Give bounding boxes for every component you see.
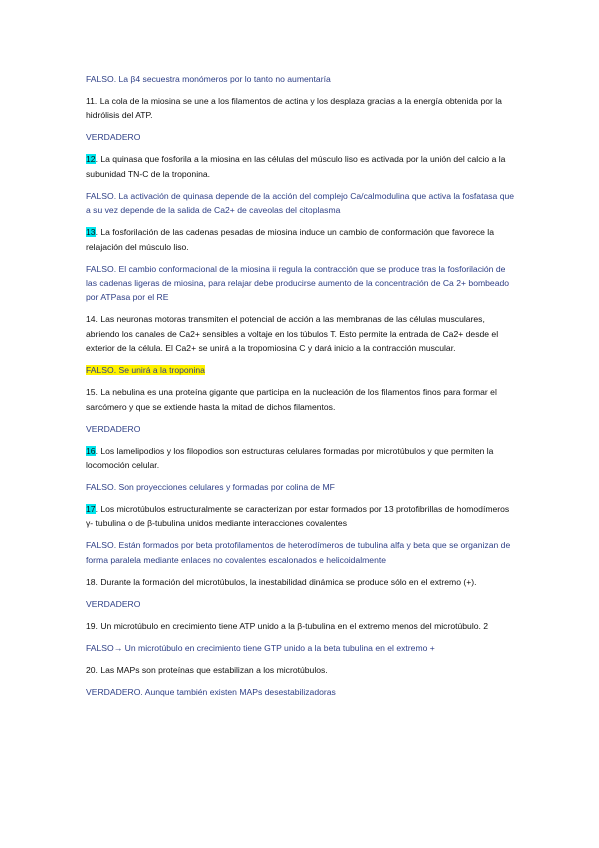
question-text: . Los lamelipodios y los filopodios son estructuras celulares formadas por microtúbulos y que permiten la locomoción celular. [86, 445, 494, 471]
question-18: 18. Durante la formación del microtúbulos, la inestabilidad dinámica se produce sólo en el extremo (+). [86, 576, 477, 587]
answer-text: FALSO. Son proyecciones celulares y formadas por colina de MF [86, 482, 335, 493]
answer-text: VERDADERO [86, 132, 141, 143]
question-number-highlight: 12 [86, 154, 96, 165]
answer-text: FALSO. La β4 secuestra monómeros por lo tanto no aumentaría [86, 74, 331, 84]
question-14: 14. Las neuronas motoras transmiten el potencial de acción a las membranas de las células musculares, abriendo los canales de Ca2+ sensibles a voltaje en los túbulos T. Esto permite la entrada de Ca2+ desde el exterior de la célula. El Ca2+ se unirá a la tropomiosina C y dará inicio a la contracción muscular. [86, 314, 499, 354]
question-13 [86, 225, 516, 254]
answer-highlight: FALSO. Se unirá a la troponina [86, 365, 205, 376]
question-11: 11. La cola de la miosina se une a los filamentos de actina y los desplaza gracias a la energía obtenida por la hidrólisis del ATP. [86, 96, 502, 121]
question-20: 20. Las MAPs son proteínas que estabilizan a los microtúbulos. [86, 664, 328, 675]
question-number-highlight: 16 [86, 445, 96, 456]
question-number-highlight: 13 [86, 227, 96, 238]
answer-text: VERDADERO. Aunque también existen MAPs desestabilizadoras [86, 686, 336, 697]
answer-text: FALSO. La activación de quinasa depende de la acción del complejo Ca/calmodulina que activa la fosfatasa que a su vez depende de la salida de Ca2+ de caveolas del citoplasma [86, 190, 515, 216]
question-15: 15. La nebulina es una proteína gigante que participa en la nucleación de los filamentos finos para formar el sarcómero y que se extiende hasta la mitad de dichos filamentos. [86, 387, 497, 412]
question-number-highlight: 17 [86, 504, 96, 515]
question-12 [86, 152, 516, 181]
question-16 [86, 444, 516, 473]
answer-text: VERDADERO [86, 598, 141, 609]
document-body [86, 72, 516, 707]
question-17 [86, 502, 516, 531]
question-text: . Los microtúbulos estructuralmente se caracterizan por estar formados por 13 protofibrillas de homodímeros γ- tubulina o de β-tubulina unidos mediante interacciones covalentes [86, 504, 510, 529]
question-text: . La quinasa que fosforila a la miosina en las células del músculo liso es activada por la unión del calcio a la subunidad TN-C de la troponina. [86, 154, 506, 179]
answer-text: FALSO. El cambio conformacional de la miosina ii regula la contracción que se produce tras la fosforilación de las cadenas ligeras de miosina, para relajar debe producirse aumento de la concentración de Ca 2+ bombeado por ATPasa por el RE [86, 263, 510, 303]
question-text: . La fosforilación de las cadenas pesadas de miosina induce un cambio de conformación que favorece la relajación del músculo liso. [86, 227, 494, 252]
answer-text: FALSO. Están formados por beta protofilamentos de heterodímeros de tubulina alfa y beta que se organizan de forma paralela mediante enlaces no covalentes escalonados e helicoidalmente [86, 540, 511, 565]
question-19: 19. Un microtúbulo en crecimiento tiene ATP unido a la β-tubulina en el extremo menos del microtúbulo. 2 [86, 620, 489, 631]
answer-text-highlighted [86, 363, 516, 377]
answer-text: FALSO→ Un microtúbulo en crecimiento tiene GTP unido a la beta tubulina en el extremo + [86, 642, 435, 653]
answer-text: VERDADERO [86, 423, 141, 434]
